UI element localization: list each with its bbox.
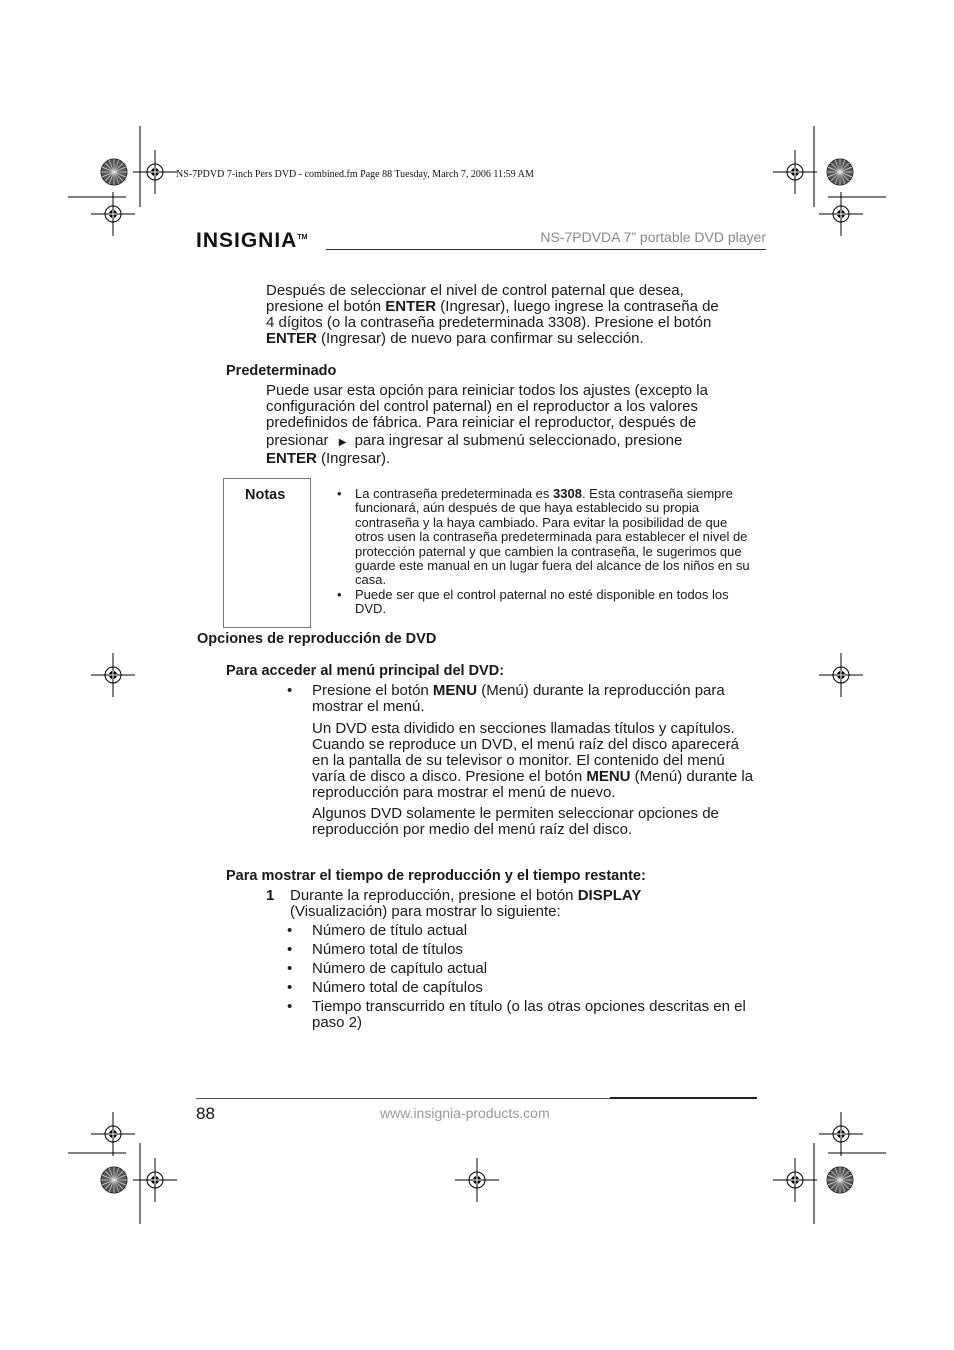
- enter-key: ENTER: [266, 330, 317, 347]
- bullet: •: [337, 586, 342, 602]
- predet-line-2: configuración del control paternal) en el reproductor a los valores: [266, 398, 698, 415]
- default-password: 3308: [553, 486, 582, 501]
- list-item: [287, 683, 757, 715]
- item-text: (Menú) durante la reproducción para mostrar el menú.: [312, 682, 725, 715]
- step-number: 1: [266, 887, 275, 904]
- notes-label: Notas: [245, 487, 286, 503]
- list-item: [287, 961, 757, 977]
- menu-key: MENU: [586, 768, 631, 785]
- intro-text: presione el botón: [266, 298, 386, 315]
- step-block: [266, 888, 757, 920]
- predet-text: (Ingresar).: [316, 450, 391, 467]
- list-item: [287, 980, 757, 996]
- item-text: Número de título actual: [312, 922, 468, 939]
- enter-key: ENTER: [266, 450, 317, 467]
- note-text: La contraseña predeterminada es: [355, 486, 554, 501]
- item-text: Número total de capítulos: [312, 979, 483, 996]
- menu-paragraph-1: [287, 721, 757, 801]
- list-item: [287, 999, 757, 1031]
- footer-url: www.insignia-products.com: [380, 1105, 550, 1121]
- logo-tm: TM: [297, 234, 308, 241]
- display-key: DISPLAY: [577, 887, 642, 904]
- menu-key: MENU: [432, 682, 478, 699]
- intro-line-1: Después de seleccionar el nivel de control paternal que desea,: [266, 282, 684, 299]
- logo-text: INSIGNIA: [196, 229, 298, 252]
- footer-rule: [196, 1098, 610, 1099]
- bullet: •: [287, 979, 293, 996]
- header-title: NS-7PDVDA 7” portable DVD player: [540, 229, 766, 245]
- predet-line-5: [266, 451, 766, 467]
- predet-text: presionar: [266, 432, 329, 449]
- predet-line-3: predefinidos de fábrica. Para reiniciar el reproductor, después de: [266, 414, 697, 431]
- footer-rule-thick: [610, 1097, 757, 1099]
- step-text: (Visualización) para mostrar lo siguiente:: [290, 903, 561, 920]
- item-text: Número total de títulos: [312, 941, 463, 958]
- intro-text: (Ingresar) de nuevo para confirmar su selección.: [316, 330, 644, 347]
- intro-line-3: 4 dígitos (o la contraseña predeterminada 3308). Presione el botón: [266, 314, 712, 331]
- enter-key: ENTER: [385, 298, 437, 315]
- bullet: •: [287, 682, 293, 699]
- notes-list: [337, 487, 752, 617]
- subheading-menu-principal: Para acceder al menú principal del DVD:: [226, 663, 505, 679]
- subheading-tiempo: Para mostrar el tiempo de reproducción y el tiempo restante:: [226, 868, 646, 884]
- page-number: 88: [196, 1104, 215, 1123]
- list-item: [287, 942, 757, 958]
- bullet: •: [287, 922, 293, 939]
- intro-line-2: [266, 299, 766, 315]
- menu-paragraph-2: Algunos DVD solamente le permiten seleccionar opciones de reproducción por medio del menú raíz del disco.: [312, 805, 719, 838]
- section-heading-predeterminado: Predeterminado: [226, 363, 337, 379]
- bullet: •: [287, 941, 293, 958]
- note-text: . Esta contraseña siempre funcionará, aún después de que haya establecido su propia contraseña y la haya cambiado. Para evitar la posibilidad de que otros usen la contraseña predeterminada para establecer el nivel de protección paternal y que cambien la contraseña, le sugerimos que guarde este manual en un lugar fuera del alcance de los niños en su casa.: [355, 486, 750, 588]
- item-text: Tiempo transcurrido en título (o las otras opciones descritas en el paso 2): [312, 998, 746, 1031]
- bullet: •: [287, 998, 293, 1015]
- predet-text: para ingresar al submenú seleccionado, presione: [354, 432, 683, 449]
- note-text: Puede ser que el control paternal no esté disponible en todos los DVD.: [355, 586, 729, 617]
- predet-line-1: Puede usar esta opción para reiniciar todos los ajustes (excepto la: [266, 382, 708, 399]
- predeterminado-paragraph: [266, 383, 766, 467]
- header-rule: [326, 249, 766, 250]
- predet-line-4: [266, 433, 766, 451]
- note-item: [337, 487, 752, 588]
- intro-text: (Ingresar), luego ingrese la contraseña de: [436, 298, 719, 315]
- list-item: [287, 923, 757, 939]
- print-slug: NS-7PDVD 7-inch Pers DVD - combined.fm Page 88 Tuesday, March 7, 2006 11:59 AM: [176, 169, 534, 180]
- insignia-logo: [196, 229, 307, 253]
- intro-line-4: [266, 331, 766, 347]
- bullet: •: [337, 486, 342, 501]
- step-text: Durante la reproducción, presione el botón: [290, 887, 578, 904]
- para-text: Un DVD esta dividido en secciones llamadas títulos y capítulos. Cuando se reproduce un DVD, el menú raíz del disco aparecerá en la pantalla de su televisor o monitor. El contenido del menú varía de disco a disco. Presione el botón: [312, 720, 739, 785]
- note-item: [337, 588, 752, 617]
- item-text: Presione el botón: [312, 682, 433, 699]
- menu-bullet-block: [287, 683, 757, 838]
- section-heading-opciones: Opciones de reproducción de DVD: [197, 631, 437, 647]
- bullet: •: [287, 960, 293, 977]
- para-text: (Menú) durante la reproducción para mostrar el menú de nuevo.: [312, 768, 754, 801]
- intro-paragraph: [266, 283, 766, 347]
- display-items-list: [287, 923, 757, 1031]
- play-arrow-icon: ▶: [338, 437, 347, 448]
- step-1: [266, 888, 757, 920]
- item-text: Número de capítulo actual: [312, 960, 488, 977]
